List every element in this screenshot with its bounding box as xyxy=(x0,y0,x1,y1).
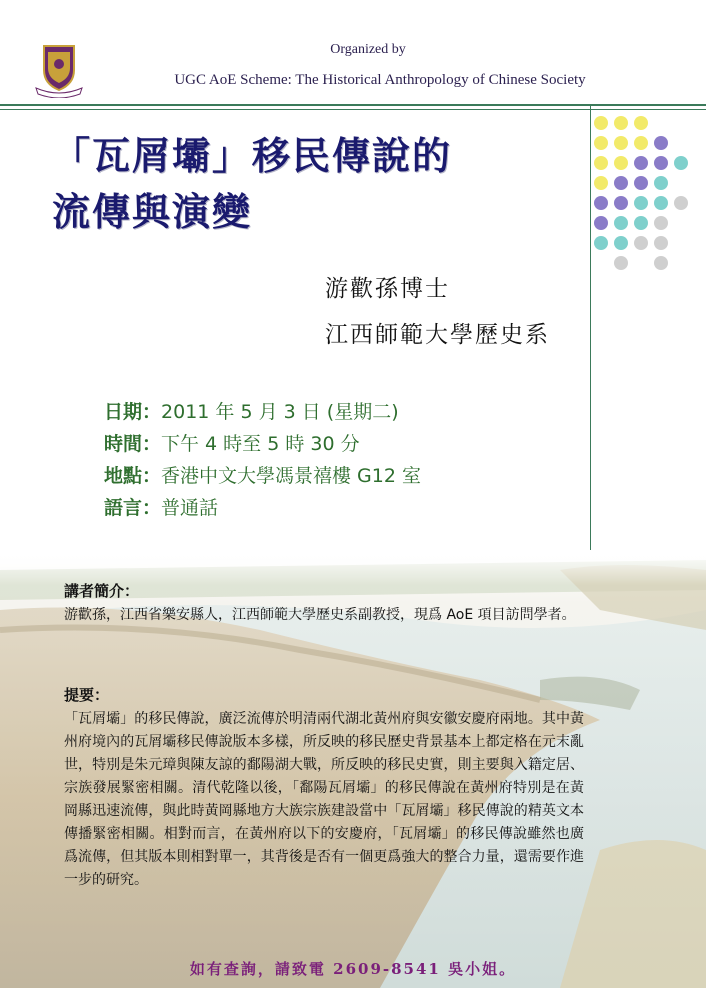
decorative-dot xyxy=(634,136,648,150)
decorative-dot xyxy=(614,136,628,150)
decorative-dot xyxy=(594,236,608,250)
language-value: 普通話 xyxy=(161,497,219,519)
decorative-dot xyxy=(654,196,668,210)
decorative-dot xyxy=(654,216,668,230)
decorative-dot xyxy=(594,156,608,170)
decorative-dot xyxy=(594,116,608,130)
decorative-dot xyxy=(634,156,648,170)
decorative-dot xyxy=(594,216,608,230)
language-row xyxy=(104,492,421,524)
decorative-dot xyxy=(634,216,648,230)
organized-by-label: Organized by xyxy=(330,42,406,57)
abstract-heading: 提要： xyxy=(64,686,110,704)
enquiry-contact: 如有查詢，請致電 2609-8541 吳小姐。 xyxy=(189,960,517,978)
decorative-dot xyxy=(614,196,628,210)
talk-title xyxy=(52,128,592,240)
speaker-affiliation: 江西師範大學歷史系 xyxy=(325,322,550,348)
date-value: 2011 年 5 月 3 日 (星期二) xyxy=(161,401,399,423)
time-value: 下午 4 時至 5 時 30 分 xyxy=(161,433,360,455)
decorative-dot xyxy=(654,156,668,170)
speaker-name: 游歡孫博士 xyxy=(325,276,450,302)
decorative-dot xyxy=(614,256,628,270)
time-row xyxy=(104,428,421,460)
talk-title-line2: 流傳與演變 xyxy=(52,189,253,234)
venue-row xyxy=(104,460,421,492)
decorative-dot xyxy=(674,196,688,210)
bio-text: 游歡孫，江西省樂安縣人，江西師範大學歷史系副教授，現爲 AoE 項目訪問學者。 xyxy=(64,607,576,623)
header-divider xyxy=(0,104,706,106)
time-label: 時間： xyxy=(104,433,162,455)
decorative-dot xyxy=(634,236,648,250)
abstract-text: 「瓦屑壩」的移民傳說，廣泛流傳於明清兩代湖北黃州府與安徽安慶府兩地。其中黃州府境內的瓦屑壩移民傳說版本多樣，所反映的移民歷史背景基本上都定格在元末亂世，特別是朱元璋與陳友諒的鄱陽湖大戰，所反映的移民史實，則主要與入籍定居、宗族發展緊密相關。清代乾隆以後，「鄱陽瓦屑壩」的移民傳說在黃州府特別是在黃岡縣迅速流傳，與此時黃岡縣地方大族宗族建設當中「瓦屑壩」移民傳說的精英文本傳播緊密相關。相對而言，在黃州府以下的安慶府，「瓦屑壩」的移民傳說雖然也廣爲流傳，但其版本則相對單一，其背後是否有一個更爲強大的整合力量，還需要作進一步的研究。 xyxy=(64,711,584,888)
decorative-dot xyxy=(614,156,628,170)
organizer-name: UGC AoE Scheme: The Historical Anthropology of Chinese Society xyxy=(174,72,586,88)
decorative-dot xyxy=(634,196,648,210)
decorative-dot xyxy=(634,116,648,130)
event-details xyxy=(104,396,421,524)
bio-heading: 講者簡介： xyxy=(64,582,140,600)
decorative-dot xyxy=(594,196,608,210)
decorative-dot xyxy=(674,156,688,170)
decorative-dot xyxy=(614,236,628,250)
header-divider-thin xyxy=(0,109,706,110)
date-row xyxy=(104,396,421,428)
decorative-dot xyxy=(594,136,608,150)
decorative-dots xyxy=(594,116,694,296)
decorative-dot xyxy=(654,176,668,190)
language-label: 語言： xyxy=(104,497,162,519)
venue-value: 香港中文大學馮景禧樓 G12 室 xyxy=(161,465,421,487)
decorative-dot xyxy=(614,176,628,190)
decorative-dot xyxy=(614,116,628,130)
venue-label: 地點： xyxy=(104,465,162,487)
talk-title-line1: 「瓦屑壩」移民傳說的 xyxy=(52,133,453,178)
date-label: 日期： xyxy=(104,401,162,423)
decorative-dot xyxy=(614,216,628,230)
decorative-dot xyxy=(594,176,608,190)
decorative-dot xyxy=(654,136,668,150)
decorative-dot xyxy=(654,256,668,270)
decorative-dot xyxy=(654,236,668,250)
decorative-dot xyxy=(634,176,648,190)
